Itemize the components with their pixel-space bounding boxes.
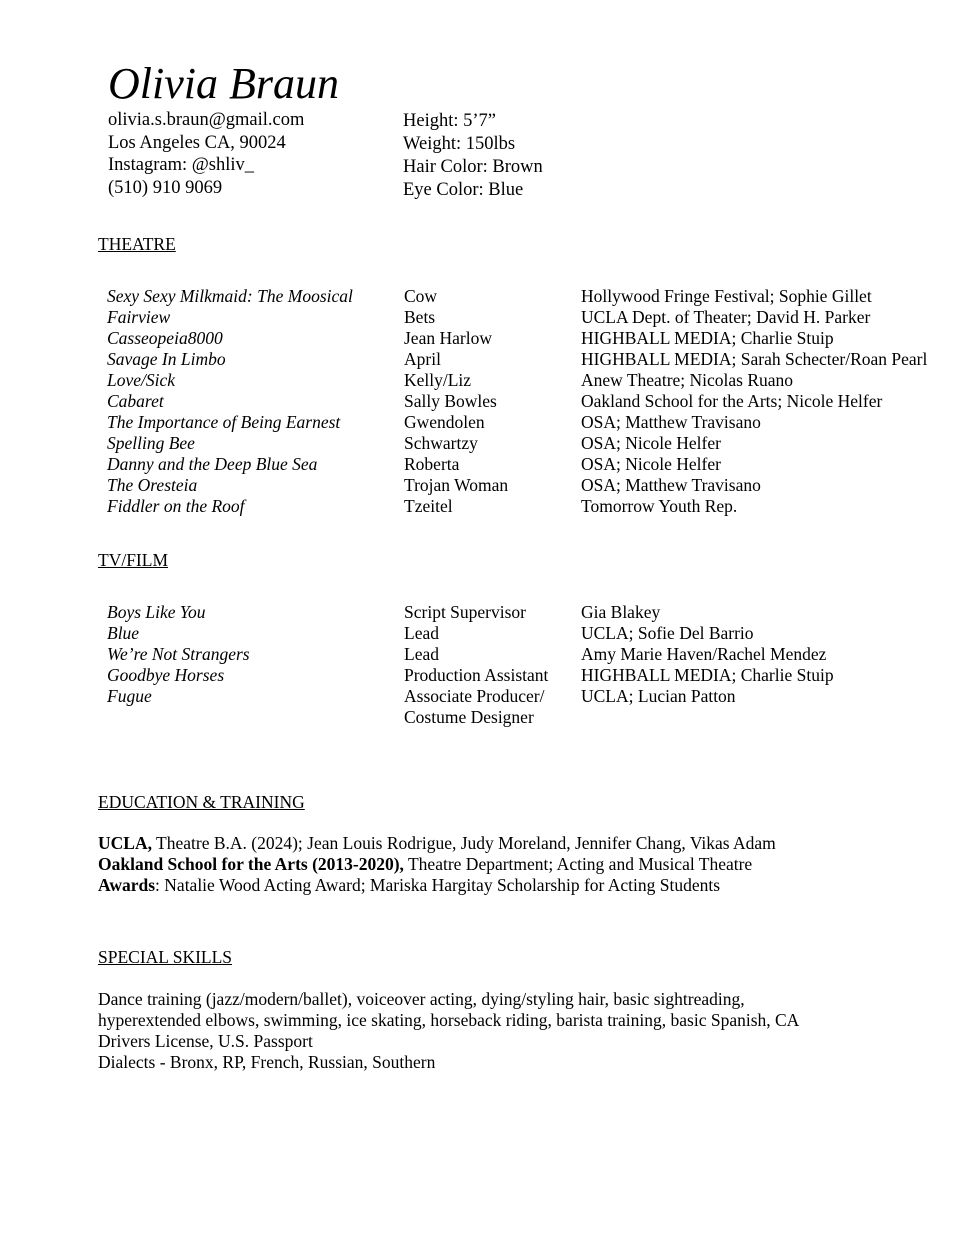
location-text: Los Angeles CA, 90024	[108, 132, 286, 153]
credit-role	[404, 686, 544, 728]
credit-role: Sally Bowles	[404, 391, 497, 411]
credit-title: Love/Sick	[107, 370, 176, 390]
credit-role-line: Associate Producer/	[404, 686, 545, 706]
education-ucla	[98, 833, 776, 854]
credit-title: Spelling Bee	[107, 433, 195, 453]
stats-block	[403, 110, 543, 202]
credit-company: Tomorrow Youth Rep.	[581, 496, 738, 516]
skills-line: Drivers License, U.S. Passport	[98, 1031, 313, 1051]
credit-title: Sexy Sexy Milkmaid: The Moosical	[107, 286, 353, 306]
credit-title: Savage In Limbo	[107, 349, 226, 369]
credit-title: Goodbye Horses	[107, 665, 225, 685]
credit-role: Lead	[404, 644, 439, 664]
credit-company: Anew Theatre; Nicolas Ruano	[581, 370, 794, 390]
credit-title: The Oresteia	[107, 475, 198, 495]
credit-company: UCLA; Lucian Patton	[581, 686, 736, 706]
credit-role: Kelly/Liz	[404, 370, 472, 390]
credit-role: Bets	[404, 307, 436, 327]
credit-company: Hollywood Fringe Festival; Sophie Gillet	[581, 286, 872, 306]
email-text: olivia.s.braun@gmail.com	[108, 110, 305, 130]
credit-role: Tzeitel	[404, 496, 453, 516]
skills-line: hyperextended elbows, swimming, ice skating, horseback riding, barista training, basic Spanish, CA	[98, 1010, 800, 1030]
credit-company: HIGHBALL MEDIA; Charlie Stuip	[581, 665, 834, 685]
credit-company: Gia Blakey	[581, 602, 661, 622]
credit-title: Casseopeia8000	[107, 328, 223, 348]
weight-text: Weight: 150lbs	[403, 134, 516, 154]
credit-title: The Importance of Being Earnest	[107, 412, 341, 432]
credit-role-line: Costume Designer	[404, 707, 534, 727]
education-awards-detail: : Natalie Wood Acting Award; Mariska Hargitay Scholarship for Acting Students	[155, 875, 721, 895]
credit-company: UCLA; Sofie Del Barrio	[581, 623, 754, 643]
contact-block	[108, 109, 304, 199]
credit-role: Schwartzy	[404, 433, 478, 453]
hair-color-text: Hair Color: Brown	[403, 157, 543, 177]
resume-name: Olivia Braun	[108, 59, 339, 108]
skills-heading: SPECIAL SKILLS	[98, 947, 233, 967]
theatre-heading: THEATRE	[98, 234, 176, 254]
skills-line: Dance training (jazz/modern/ballet), voiceover acting, dying/styling hair, basic sightreading,	[98, 989, 745, 1009]
education-awards-label: Awards	[98, 875, 156, 895]
dialects-line: Dialects - Bronx, RP, French, Russian, Southern	[98, 1052, 436, 1072]
credit-title: Danny and the Deep Blue Sea	[107, 454, 318, 474]
education-heading: EDUCATION & TRAINING	[98, 792, 305, 812]
credit-company: HIGHBALL MEDIA; Sarah Schecter/Roan Pearl	[581, 349, 928, 369]
education-osa-school: Oakland School for the Arts (2013-2020),	[98, 854, 404, 874]
education-awards	[98, 875, 776, 896]
credit-role: Lead	[404, 623, 439, 643]
credit-role: Roberta	[404, 454, 460, 474]
credit-company: OSA; Nicole Helfer	[581, 454, 721, 474]
credit-company: OSA; Matthew Travisano	[581, 475, 761, 495]
credit-title: Fugue	[107, 686, 152, 706]
height-text: Height: 5’7”	[403, 111, 496, 131]
credit-title: Cabaret	[107, 391, 164, 411]
credit-company: OSA; Nicole Helfer	[581, 433, 721, 453]
credit-title: Blue	[107, 623, 140, 643]
credit-company: OSA; Matthew Travisano	[581, 412, 761, 432]
credit-role: Gwendolen	[404, 412, 485, 432]
credit-title: We’re Not Strangers	[107, 644, 250, 664]
credit-company: UCLA Dept. of Theater; David H. Parker	[581, 307, 871, 327]
instagram-text: Instagram: @shliv_	[108, 155, 255, 175]
eye-color-text: Eye Color: Blue	[403, 180, 524, 200]
credit-company: Oakland School for the Arts; Nicole Helfer	[581, 391, 883, 411]
credit-company: Amy Marie Haven/Rachel Mendez	[581, 644, 827, 664]
education-osa	[98, 854, 776, 875]
credit-company: HIGHBALL MEDIA; Charlie Stuip	[581, 328, 834, 348]
education-osa-detail: Theatre Department; Acting and Musical Theatre	[403, 854, 753, 874]
credit-role: Jean Harlow	[404, 328, 492, 348]
credit-title: Fiddler on the Roof	[107, 496, 245, 516]
education-block	[98, 833, 776, 896]
credit-role: Cow	[404, 286, 438, 306]
tvfilm-heading: TV/FILM	[98, 550, 168, 570]
credit-role: April	[404, 349, 441, 369]
credit-title: Fairview	[107, 307, 171, 327]
skills-block	[98, 989, 858, 1073]
phone-text: (510) 910 9069	[108, 177, 223, 198]
credit-role: Production Assistant	[404, 665, 549, 685]
education-ucla-school: UCLA,	[98, 833, 152, 853]
credit-role: Script Supervisor	[404, 602, 527, 622]
credit-title: Boys Like You	[107, 602, 206, 622]
education-ucla-detail: Theatre B.A. (2024); Jean Louis Rodrigue, Judy Moreland, Jennifer Chang, Vikas Adam	[151, 833, 776, 853]
credit-role: Trojan Woman	[404, 475, 509, 495]
